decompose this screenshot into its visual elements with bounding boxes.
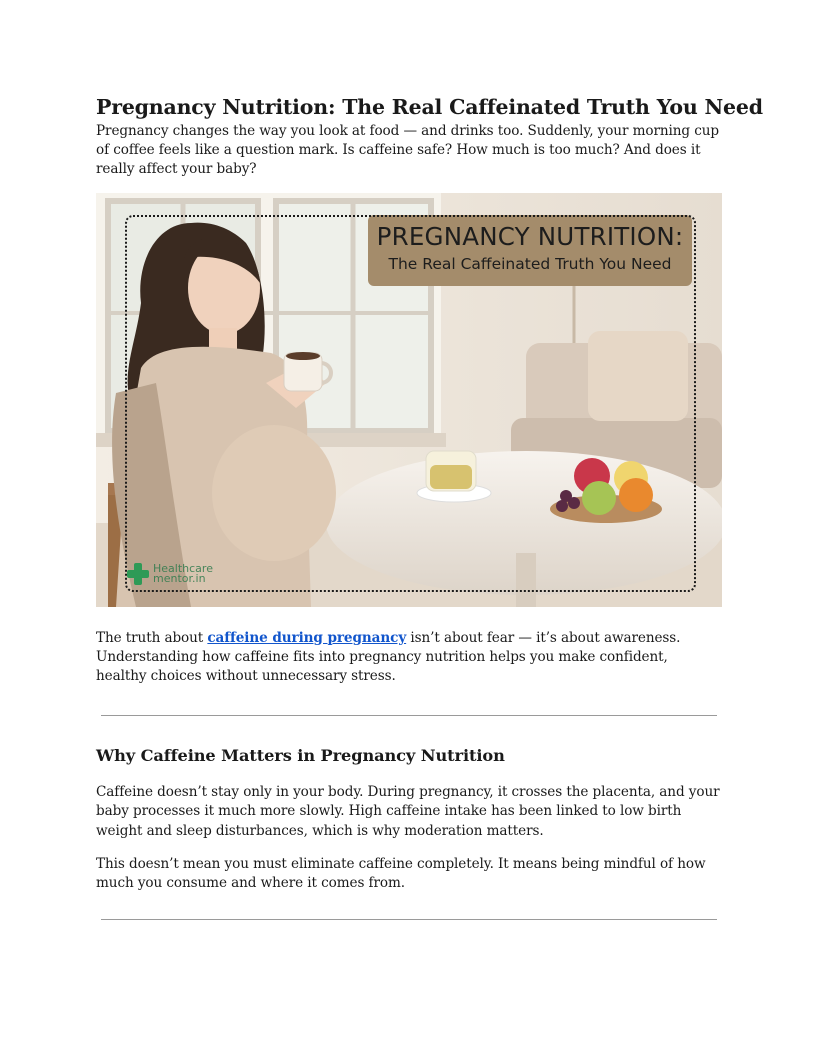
divider bbox=[101, 715, 717, 716]
logo-text bbox=[153, 561, 213, 585]
article bbox=[96, 94, 763, 920]
divider bbox=[101, 919, 717, 920]
section-paragraph-1: Caffeine doesn’t stay only in your body. During pregnancy, it crosses the placenta, and your baby processes it much more slowly. High caffeine intake has been linked to low birth weight and sleep disturbances, which is why moderation matters. bbox=[96, 784, 720, 839]
hero-image bbox=[96, 193, 722, 607]
logo-line1: Healthcare bbox=[153, 561, 213, 575]
truth-text-before: The truth about bbox=[96, 629, 208, 646]
truth-text-after: isn’t about fear — it’s about awareness. Understanding how caffeine fits into pregnancy nutrition helps you make confident, healthy choices without unnecessary stress. bbox=[96, 629, 681, 685]
healthcare-mentor-logo bbox=[126, 561, 213, 587]
hero-banner bbox=[368, 215, 692, 286]
intro-paragraph: Pregnancy changes the way you look at food — and drinks too. Suddenly, your morning cup of coffee feels like a question mark. Is caffeine safe? How much is too much? And does it really affect your baby? bbox=[96, 123, 720, 178]
logo-line2: mentor.in bbox=[153, 571, 206, 585]
caffeine-during-pregnancy-link[interactable]: caffeine during pregnancy bbox=[207, 629, 407, 646]
section-paragraph-2: This doesn’t mean you must eliminate caffeine completely. It means being mindful of how much you consume and where it comes from. bbox=[96, 855, 706, 892]
hero-banner-title: PREGNANCY NUTRITION: bbox=[376, 221, 684, 251]
hero-banner-subtitle: The Real Caffeinated Truth You Need bbox=[388, 254, 672, 273]
page-title: Pregnancy Nutrition: The Real Caffeinated Truth You Need bbox=[96, 95, 763, 119]
truth-paragraph bbox=[96, 629, 722, 687]
medical-cross-icon bbox=[126, 562, 150, 586]
section-heading: Why Caffeine Matters in Pregnancy Nutrition bbox=[96, 746, 505, 766]
